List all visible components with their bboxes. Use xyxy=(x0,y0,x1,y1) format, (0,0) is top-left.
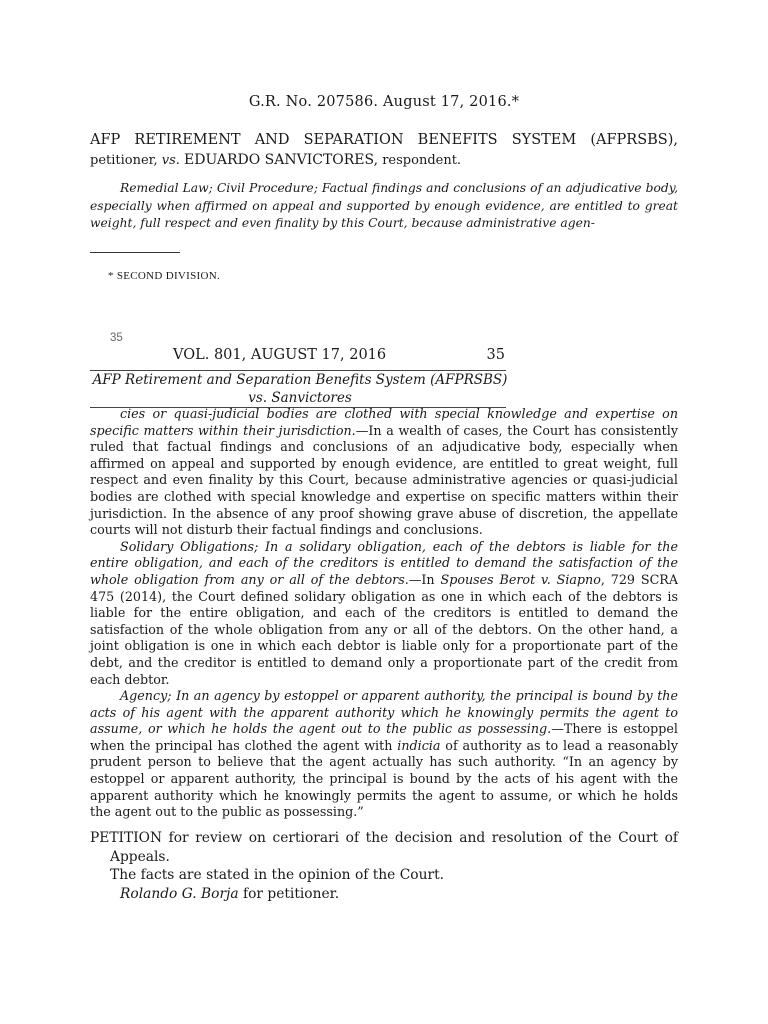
syllabus-paragraph-1 xyxy=(90,406,678,539)
page-number: 35 xyxy=(486,347,505,363)
footnote: * SECOND DIVISION. xyxy=(108,270,221,282)
p2-text-b: , 729 SCRA 475 (2014), the Court defined solidary obligation as one in which each of the debtors is liable for the entire obligation, and each of the creditors is entitled to demand the satisfaction of the whole obligation from any or all of the debtors. On the other hand, a joint obligation is one in which each debtor is liable only for a proportionate part of the debt, and the creditor is entitled to demand only a proportionate part of the credit from each debtor. xyxy=(90,571,678,687)
p3-indicia: indicia xyxy=(397,737,441,753)
case-title xyxy=(90,130,678,171)
running-case-line1: AFP Retirement and Separation Benefits System (AFPRSBS) xyxy=(92,372,508,388)
p1-text: —In a wealth of cases, the Court has consistently ruled that factual findings and conclusions of an adjudicative body, especially when affirmed on appeal and supported by enough evidence, are entitled to great weight, full respect and even finality by this Court, because administrative agencies or quasi-judicial bodies are clothed with special knowledge and expertise on specific matters within their jurisdiction. In the absence of any proof showing grave abuse of discretion, the appellate courts will not disturb their factual findings and conclusions. xyxy=(90,422,678,538)
case-title-roles xyxy=(90,150,678,171)
gr-number-heading: G.R. No. 207586. August 17, 2016.* xyxy=(248,94,520,110)
p2-heading: Solidary Obligations; In a solidary obligation, each of the debtors is liable for the entire obligation, and each of the creditors is entitled to demand the satisfaction of the whole obligation from any or all of the debtors. xyxy=(90,538,678,587)
p3-heading: Agency; In an agency by estoppel or apparent authority, the principal is bound by the acts of his agent with the apparent authority which he knowingly permits the agent to assume, or which he holds the agent out to the public as possessing. xyxy=(90,688,678,737)
petition-section xyxy=(90,829,678,903)
p1-heading: cies or quasi-judicial bodies are clothed with special knowledge and expertise on specific matters within their jurisdiction. xyxy=(90,406,678,438)
case-title-parties: AFP RETIREMENT AND SEPARATION BENEFITS SYSTEM (AFPRSBS), xyxy=(90,132,678,148)
p2-text-a: —In xyxy=(408,571,441,587)
petitioner-label: petitioner, xyxy=(90,153,158,168)
p3-text-a: —There is estoppel when the principal has clothed the agent with xyxy=(90,721,678,753)
syllabus-body xyxy=(90,406,678,821)
facts-line: The facts are stated in the opinion of the Court. xyxy=(110,867,445,883)
counsel-name: Rolando G. Borja xyxy=(120,885,239,902)
p2-case-citation: Spouses Berot v. Siapno xyxy=(440,571,601,587)
versus-label: vs. xyxy=(161,153,180,168)
p3-text-b: of authority as to lead a reasonably prudent person to believe that the agent actually has such authority. “In an agency by estoppel or apparent authority, the principal is bound by the acts of his agent with the apparent authority which he knowingly permits the agent to assume, or which he holds the agent out to the public as possessing.” xyxy=(90,737,678,820)
respondent-name: EDUARDO SANVICTORES, xyxy=(184,152,379,168)
counsel-line xyxy=(90,885,678,904)
volume-label: VOL. 801, AUGUST 17, 2016 xyxy=(173,347,387,363)
syllabus-paragraph: Remedial Law; Civil Procedure; Factual findings and conclusions of an adjudicative body, especially when affirmed on appeal and supported by enough evidence, are entitled to great weight, full respect and even finality by this Court, because administrative agen- xyxy=(90,181,678,230)
page-marker: 35 xyxy=(110,332,123,344)
petition-line: PETITION for review on certiorari of the decision and resolution of the Court of Appeals. xyxy=(90,830,678,865)
syllabus-paragraph-3 xyxy=(90,688,678,821)
running-case-line2: vs. Sanvictores xyxy=(248,390,352,406)
running-case-title xyxy=(90,371,510,407)
syllabus-paragraph-2 xyxy=(90,539,678,688)
counsel-role: for petitioner. xyxy=(238,885,340,902)
footnote-divider xyxy=(90,252,180,253)
respondent-label: respondent. xyxy=(382,153,462,168)
